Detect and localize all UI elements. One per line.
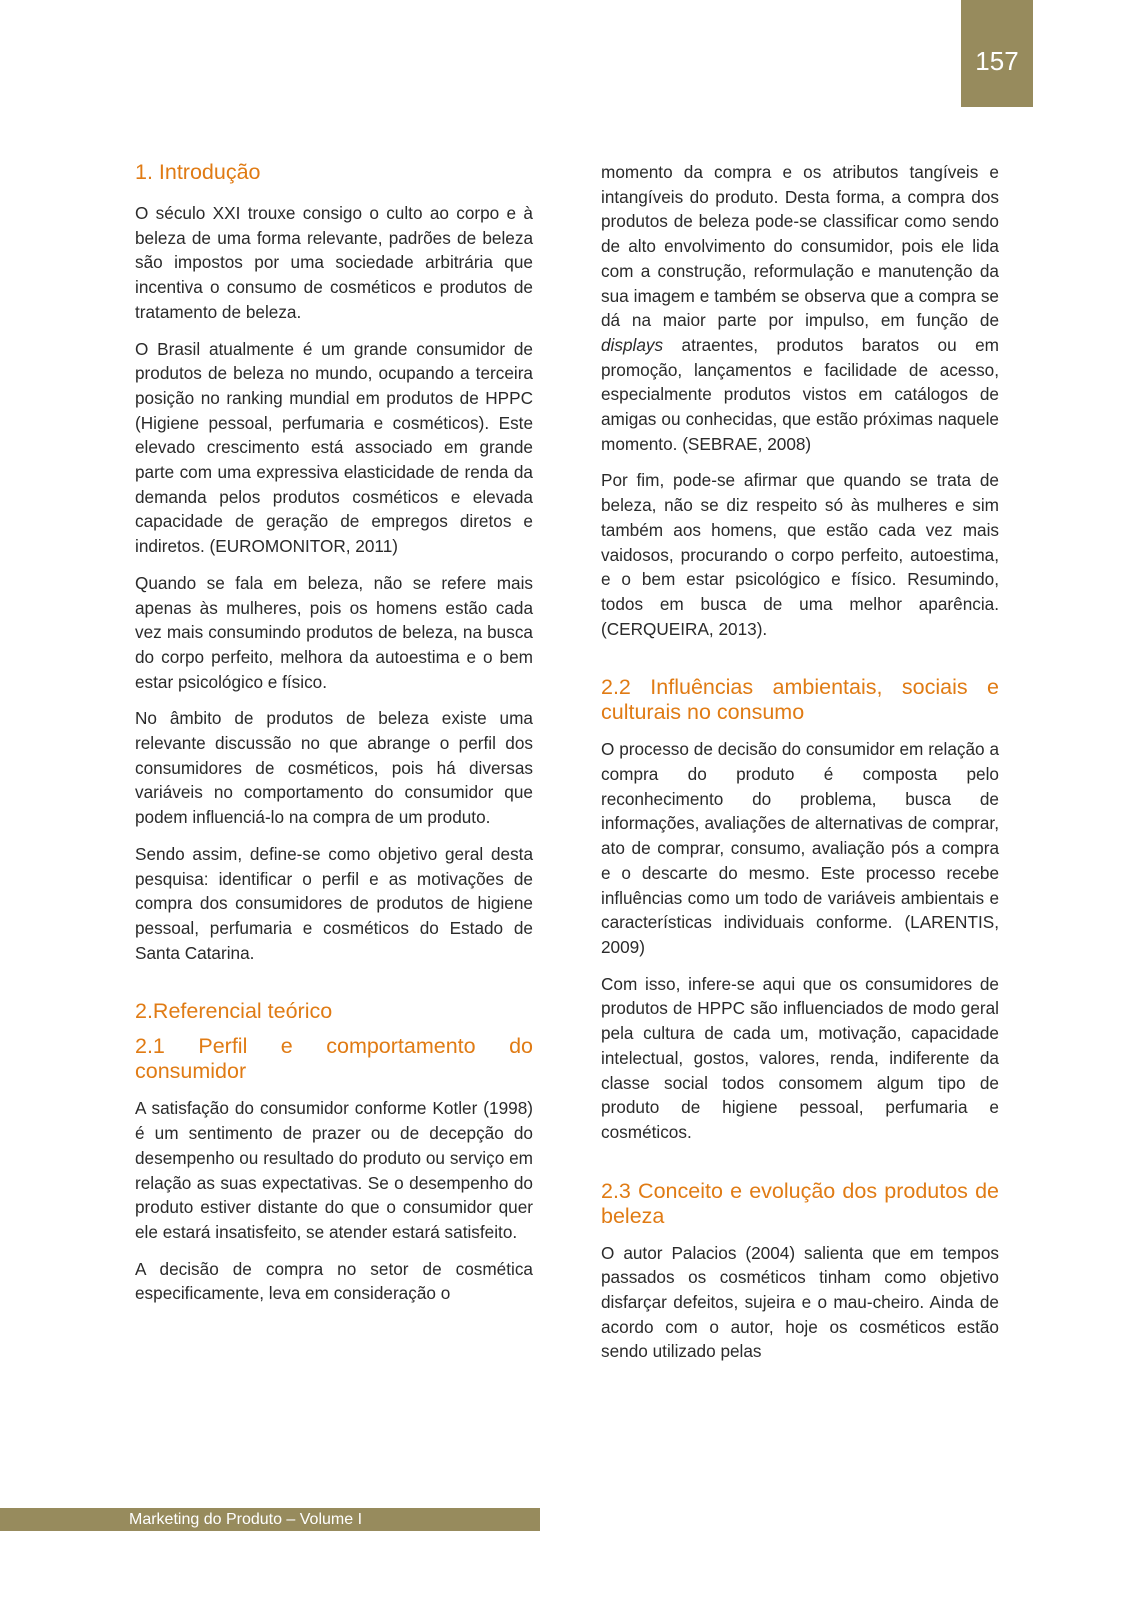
paragraph: A decisão de compra no setor de cosmética especificamente, leva em consideração o bbox=[135, 1258, 533, 1304]
paragraph: A satisfação do consumidor conforme Kotler (1998) é um sentimento de prazer ou de decepção do desempenho ou resultado do produto ou serviço em relação as suas expectativas. Se o desempenho do produto estiver distante do que o consumidor quer ele estará insatisfeito, se atender estará satisfeito. bbox=[135, 1098, 533, 1242]
subsection-heading-perfil: 2.1 Perfil e comportamento do consumidor bbox=[135, 1034, 533, 1084]
paragraph: Sendo assim, define-se como objetivo geral desta pesquisa: identificar o perfil e as motivações de compra dos consumidores de produtos de higiene pessoal, perfumaria e cosméticos do Estado de Santa Catarina. bbox=[135, 843, 533, 963]
paragraph: O autor Palacios (2004) salienta que em tempos passados os cosméticos tinham como objetivo disfarçar defeitos, sujeira e o mau-cheiro. Ainda de acordo com o autor, hoje os cosméticos estão sendo utilizado pelas bbox=[601, 1242, 999, 1362]
left-column bbox=[135, 160, 533, 1318]
paragraph: O século XXI trouxe consigo o culto ao corpo e à beleza de uma forma relevante, padrões de beleza são impostos por uma sociedade arbitrária que incentiva o consumo de cosméticos e produtos de tratamento de beleza. bbox=[135, 203, 533, 322]
paragraph bbox=[601, 160, 999, 456]
paragraph: O processo de decisão do consumidor em relação a compra do produto é composta pelo reconhecimento do problema, busca de informações, avaliações de alternativas de comprar, ato de comprar, consumo, avaliação pós a compra e o descarte do mesmo. Este processo recebe influências como um todo de variáveis ambientais e características individuais conforme. (LARENTIS, 2009) bbox=[601, 739, 999, 957]
right-column bbox=[601, 160, 999, 1376]
section-heading-referencial: 2.Referencial teórico bbox=[135, 999, 333, 1024]
paragraph-text: momento da compra e os atributos tangíveis e intangíveis do produto. Desta forma, a compra dos produtos de beleza pode-se classificar como sendo de alto envolvimento do consumidor, pois ele lida com a construção, reformulação e manutenção da sua imagem e também se observa que a compra se dá na maior parte por impulso, em função de bbox=[601, 162, 999, 331]
paragraph: No âmbito de produtos de beleza existe uma relevante discussão no que abrange o perfil dos consumidores de cosméticos, pois há diversas variáveis no comportamento do consumidor que podem influenciá-lo na compra de um produto. bbox=[135, 708, 533, 828]
subsection-heading-influencias: 2.2 Influências ambientais, sociais e culturais no consumo bbox=[601, 675, 999, 725]
paragraph-text: atraentes, produtos baratos ou em promoção, lançamentos e facilidade de acesso, especialmente produtos vistos em catálogos de amigas ou conhecidas, que estão próximas naquele momento. (SEBRAE, 2008) bbox=[601, 334, 999, 454]
section-heading-introducao: 1. Introdução bbox=[135, 160, 261, 184]
paragraph: Quando se fala em beleza, não se refere mais apenas às mulheres, pois os homens estão cada vez mais consumindo produtos de beleza, na busca do corpo perfeito, melhora da autoestima e o bem estar psicológico e físico. bbox=[135, 572, 533, 692]
paragraph: Com isso, infere-se aqui que os consumidores de produtos de HPPC são influenciados de modo geral pela cultura de cada um, motivação, capacidade intelectual, gostos, valores, renda, indiferente da classe social todos consomem algum tipo de produto de higiene pessoal, perfumaria e cosméticos. bbox=[601, 973, 999, 1142]
footer-title: Marketing do Produto – Volume I bbox=[0, 1508, 540, 1531]
page-number: 157 bbox=[961, 0, 1033, 107]
subsection-heading-conceito: 2.3 Conceito e evolução dos produtos de beleza bbox=[601, 1178, 999, 1228]
paragraph: Por fim, pode-se afirmar que quando se trata de beleza, não se diz respeito só às mulheres e sim também aos homens, que estão cada vez mais vaidosos, procurando o corpo perfeito, autoestima, e o bem estar psicológico e físico. Resumindo, todos em busca de uma melhor aparência. (CERQUEIRA, 2013). bbox=[601, 470, 999, 639]
paragraph: O Brasil atualmente é um grande consumidor de produtos de beleza no mundo, ocupando a terceira posição no ranking mundial em produtos de HPPC (Higiene pessoal, perfumaria e cosméticos). Este elevado crescimento está associado em grande parte com uma expressiva elasticidade de renda da demanda pelos produtos cosméticos e elevada capacidade de geração de empregos diretos e indiretos. (EUROMONITOR, 2011) bbox=[135, 338, 533, 557]
emphasis-displays: displays bbox=[601, 334, 664, 355]
